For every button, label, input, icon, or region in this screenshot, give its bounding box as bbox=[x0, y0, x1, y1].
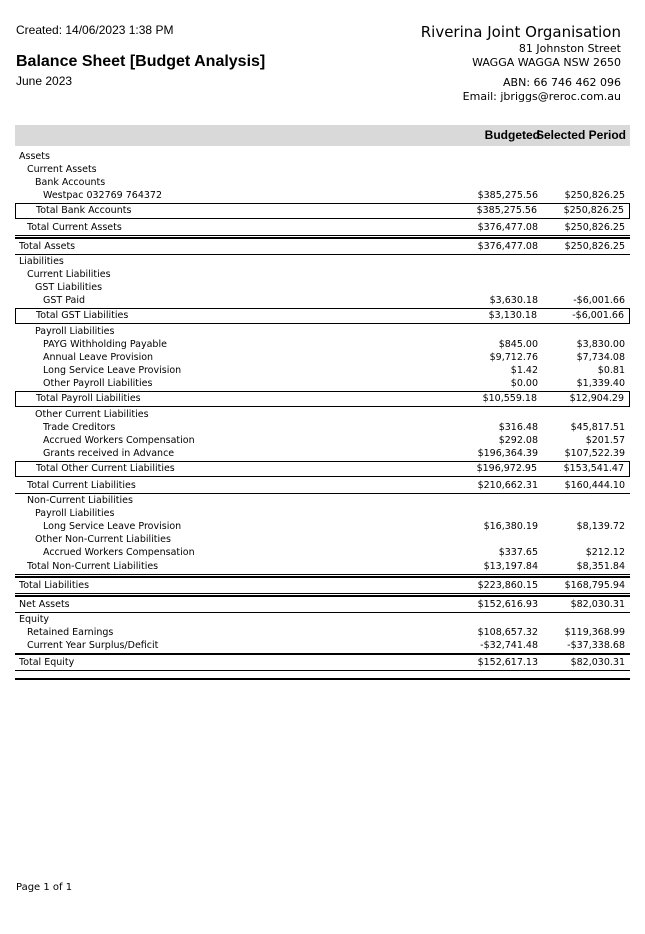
row-selected-value: $3,830.00 bbox=[576, 339, 625, 350]
row-budgeted-value: $210,662.31 bbox=[477, 480, 538, 491]
row-label: Accrued Workers Compensation bbox=[43, 547, 195, 558]
row-selected-value: $153,541.47 bbox=[563, 463, 624, 474]
row-label: Liabilities bbox=[19, 256, 64, 267]
row-budgeted-value: $316.48 bbox=[498, 422, 538, 433]
section-heading-row bbox=[15, 176, 630, 189]
row-label: Long Service Leave Provision bbox=[43, 365, 182, 376]
row-budgeted-value: $196,972.95 bbox=[476, 463, 537, 474]
row-selected-value: $250,826.25 bbox=[564, 190, 625, 201]
section-heading-row bbox=[15, 408, 630, 421]
row-label: Other Payroll Liabilities bbox=[43, 378, 153, 389]
row-selected-value: $1,339.40 bbox=[576, 378, 625, 389]
row-budgeted-value: $10,559.18 bbox=[482, 393, 537, 404]
row-budgeted-value: $13,197.84 bbox=[483, 561, 538, 572]
row-selected-value: $8,351.84 bbox=[576, 561, 625, 572]
row-budgeted-value: $1.42 bbox=[510, 365, 538, 376]
row-selected-value: $45,817.51 bbox=[570, 422, 625, 433]
row-label: Grants received in Advance bbox=[43, 448, 175, 459]
row-label: Current Liabilities bbox=[27, 269, 111, 280]
table-row bbox=[15, 434, 630, 447]
row-budgeted-value: $337.65 bbox=[498, 547, 538, 558]
total-row bbox=[15, 203, 630, 219]
row-label: Other Current Liabilities bbox=[35, 409, 149, 420]
table-row bbox=[15, 351, 630, 364]
row-label: Total Current Liabilities bbox=[27, 480, 136, 491]
row-budgeted-value: $385,275.56 bbox=[476, 205, 537, 216]
total-row bbox=[15, 576, 630, 594]
organisation-email: Email: jbriggs@reroc.com.au bbox=[462, 90, 621, 103]
row-selected-value: $119,368.99 bbox=[564, 627, 625, 638]
row-budgeted-value: $845.00 bbox=[498, 339, 538, 350]
total-row bbox=[15, 308, 630, 324]
total-row bbox=[15, 478, 630, 494]
organisation-name: Riverina Joint Organisation bbox=[420, 23, 621, 41]
column-header-selected-period: Selected Period bbox=[535, 128, 626, 142]
section-heading-row bbox=[15, 494, 630, 507]
section-heading-row bbox=[15, 255, 630, 268]
row-label: Net Assets bbox=[19, 599, 70, 610]
section-heading-row bbox=[15, 163, 630, 176]
row-label: Assets bbox=[19, 151, 50, 162]
table-row bbox=[15, 626, 630, 639]
column-header-budgeted: Budgeted bbox=[484, 128, 540, 142]
row-label: Total Other Current Liabilities bbox=[36, 463, 175, 474]
section-heading-row bbox=[15, 268, 630, 281]
section-heading-row bbox=[15, 613, 630, 626]
row-label: Total Bank Accounts bbox=[36, 205, 132, 216]
balance-sheet-table bbox=[15, 150, 630, 671]
section-heading-row bbox=[15, 325, 630, 338]
row-label: Westpac 032769 764372 bbox=[43, 190, 163, 201]
row-label: Long Service Leave Provision bbox=[43, 521, 182, 532]
row-label: Equity bbox=[19, 614, 50, 625]
total-row bbox=[15, 559, 630, 575]
table-row bbox=[15, 639, 630, 652]
section-heading-row bbox=[15, 507, 630, 520]
total-row bbox=[15, 653, 630, 671]
row-label: Accrued Workers Compensation bbox=[43, 435, 195, 446]
table-row bbox=[15, 189, 630, 202]
total-row bbox=[15, 461, 630, 477]
row-selected-value: $8,139.72 bbox=[576, 521, 625, 532]
row-label: Other Non-Current Liabilities bbox=[35, 534, 171, 545]
row-label: Current Assets bbox=[27, 164, 97, 175]
row-selected-value: $160,444.10 bbox=[564, 480, 625, 491]
row-label: Total Current Assets bbox=[27, 222, 122, 233]
report-title: Balance Sheet [Budget Analysis] bbox=[16, 53, 266, 70]
organisation-abn: ABN: 66 746 462 096 bbox=[503, 76, 621, 89]
row-budgeted-value: $0.00 bbox=[510, 378, 538, 389]
row-budgeted-value: $376,477.08 bbox=[477, 222, 538, 233]
table-row bbox=[15, 421, 630, 434]
table-row bbox=[15, 447, 630, 460]
row-budgeted-value: $9,712.76 bbox=[489, 352, 538, 363]
row-selected-value: $82,030.31 bbox=[570, 657, 625, 668]
row-label: Retained Earnings bbox=[27, 627, 114, 638]
row-budgeted-value: $376,477.08 bbox=[477, 241, 538, 252]
row-selected-value: $250,826.25 bbox=[564, 241, 625, 252]
report-period: June 2023 bbox=[16, 74, 73, 88]
section-heading-row bbox=[15, 150, 630, 163]
row-label: Current Year Surplus/Deficit bbox=[27, 640, 159, 651]
row-budgeted-value: $16,380.19 bbox=[483, 521, 538, 532]
table-end-rule bbox=[15, 678, 630, 680]
row-budgeted-value: -$32,741.48 bbox=[480, 640, 538, 651]
row-label: Trade Creditors bbox=[43, 422, 116, 433]
row-label: Total GST Liabilities bbox=[36, 310, 129, 321]
row-selected-value: $0.81 bbox=[597, 365, 625, 376]
row-label: Total Liabilities bbox=[19, 580, 90, 591]
row-selected-value: -$37,338.68 bbox=[567, 640, 625, 651]
row-selected-value: -$6,001.66 bbox=[572, 310, 624, 321]
row-label: Total Non-Current Liabilities bbox=[27, 561, 159, 572]
row-budgeted-value: $292.08 bbox=[498, 435, 538, 446]
row-budgeted-value: $152,616.93 bbox=[477, 599, 538, 610]
row-budgeted-value: $108,657.32 bbox=[477, 627, 538, 638]
row-budgeted-value: $3,630.18 bbox=[489, 295, 538, 306]
row-budgeted-value: $196,364.39 bbox=[477, 448, 538, 459]
section-heading-row bbox=[15, 533, 630, 546]
row-selected-value: $212.12 bbox=[585, 547, 625, 558]
row-budgeted-value: $3,130.18 bbox=[488, 310, 537, 321]
row-selected-value: $250,826.25 bbox=[563, 205, 624, 216]
row-selected-value: $168,795.94 bbox=[564, 580, 625, 591]
page-number: Page 1 of 1 bbox=[16, 882, 73, 893]
table-row bbox=[15, 294, 630, 307]
row-label: Payroll Liabilities bbox=[35, 326, 115, 337]
table-row bbox=[15, 546, 630, 559]
organisation-block bbox=[421, 22, 621, 104]
row-selected-value: $82,030.31 bbox=[570, 599, 625, 610]
created-timestamp: Created: 14/06/2023 1:38 PM bbox=[16, 23, 174, 37]
table-row bbox=[15, 338, 630, 351]
row-budgeted-value: $223,860.15 bbox=[477, 580, 538, 591]
row-label: Payroll Liabilities bbox=[35, 508, 115, 519]
row-label: Non-Current Liabilities bbox=[27, 495, 133, 506]
row-label: Total Assets bbox=[19, 241, 76, 252]
total-row bbox=[15, 237, 630, 255]
organisation-street: 81 Johnston Street bbox=[518, 42, 621, 55]
row-selected-value: $250,826.25 bbox=[564, 222, 625, 233]
row-selected-value: $7,734.08 bbox=[576, 352, 625, 363]
row-budgeted-value: $152,617.13 bbox=[477, 657, 538, 668]
row-selected-value: $12,904.29 bbox=[569, 393, 624, 404]
row-selected-value: -$6,001.66 bbox=[573, 295, 625, 306]
row-label: GST Liabilities bbox=[35, 282, 103, 293]
row-label: PAYG Withholding Payable bbox=[43, 339, 167, 350]
organisation-city: WAGGA WAGGA NSW 2650 bbox=[472, 56, 621, 69]
table-row bbox=[15, 520, 630, 533]
row-budgeted-value: $385,275.56 bbox=[477, 190, 538, 201]
row-label: Bank Accounts bbox=[35, 177, 106, 188]
row-label: GST Paid bbox=[43, 295, 86, 306]
total-row bbox=[15, 595, 630, 613]
row-label: Total Equity bbox=[19, 657, 75, 668]
total-row bbox=[15, 391, 630, 407]
row-label: Total Payroll Liabilities bbox=[36, 393, 141, 404]
section-heading-row bbox=[15, 281, 630, 294]
row-label: Annual Leave Provision bbox=[43, 352, 154, 363]
total-row bbox=[15, 220, 630, 236]
row-selected-value: $107,522.39 bbox=[564, 448, 625, 459]
table-row bbox=[15, 364, 630, 377]
table-row bbox=[15, 377, 630, 390]
row-selected-value: $201.57 bbox=[585, 435, 625, 446]
